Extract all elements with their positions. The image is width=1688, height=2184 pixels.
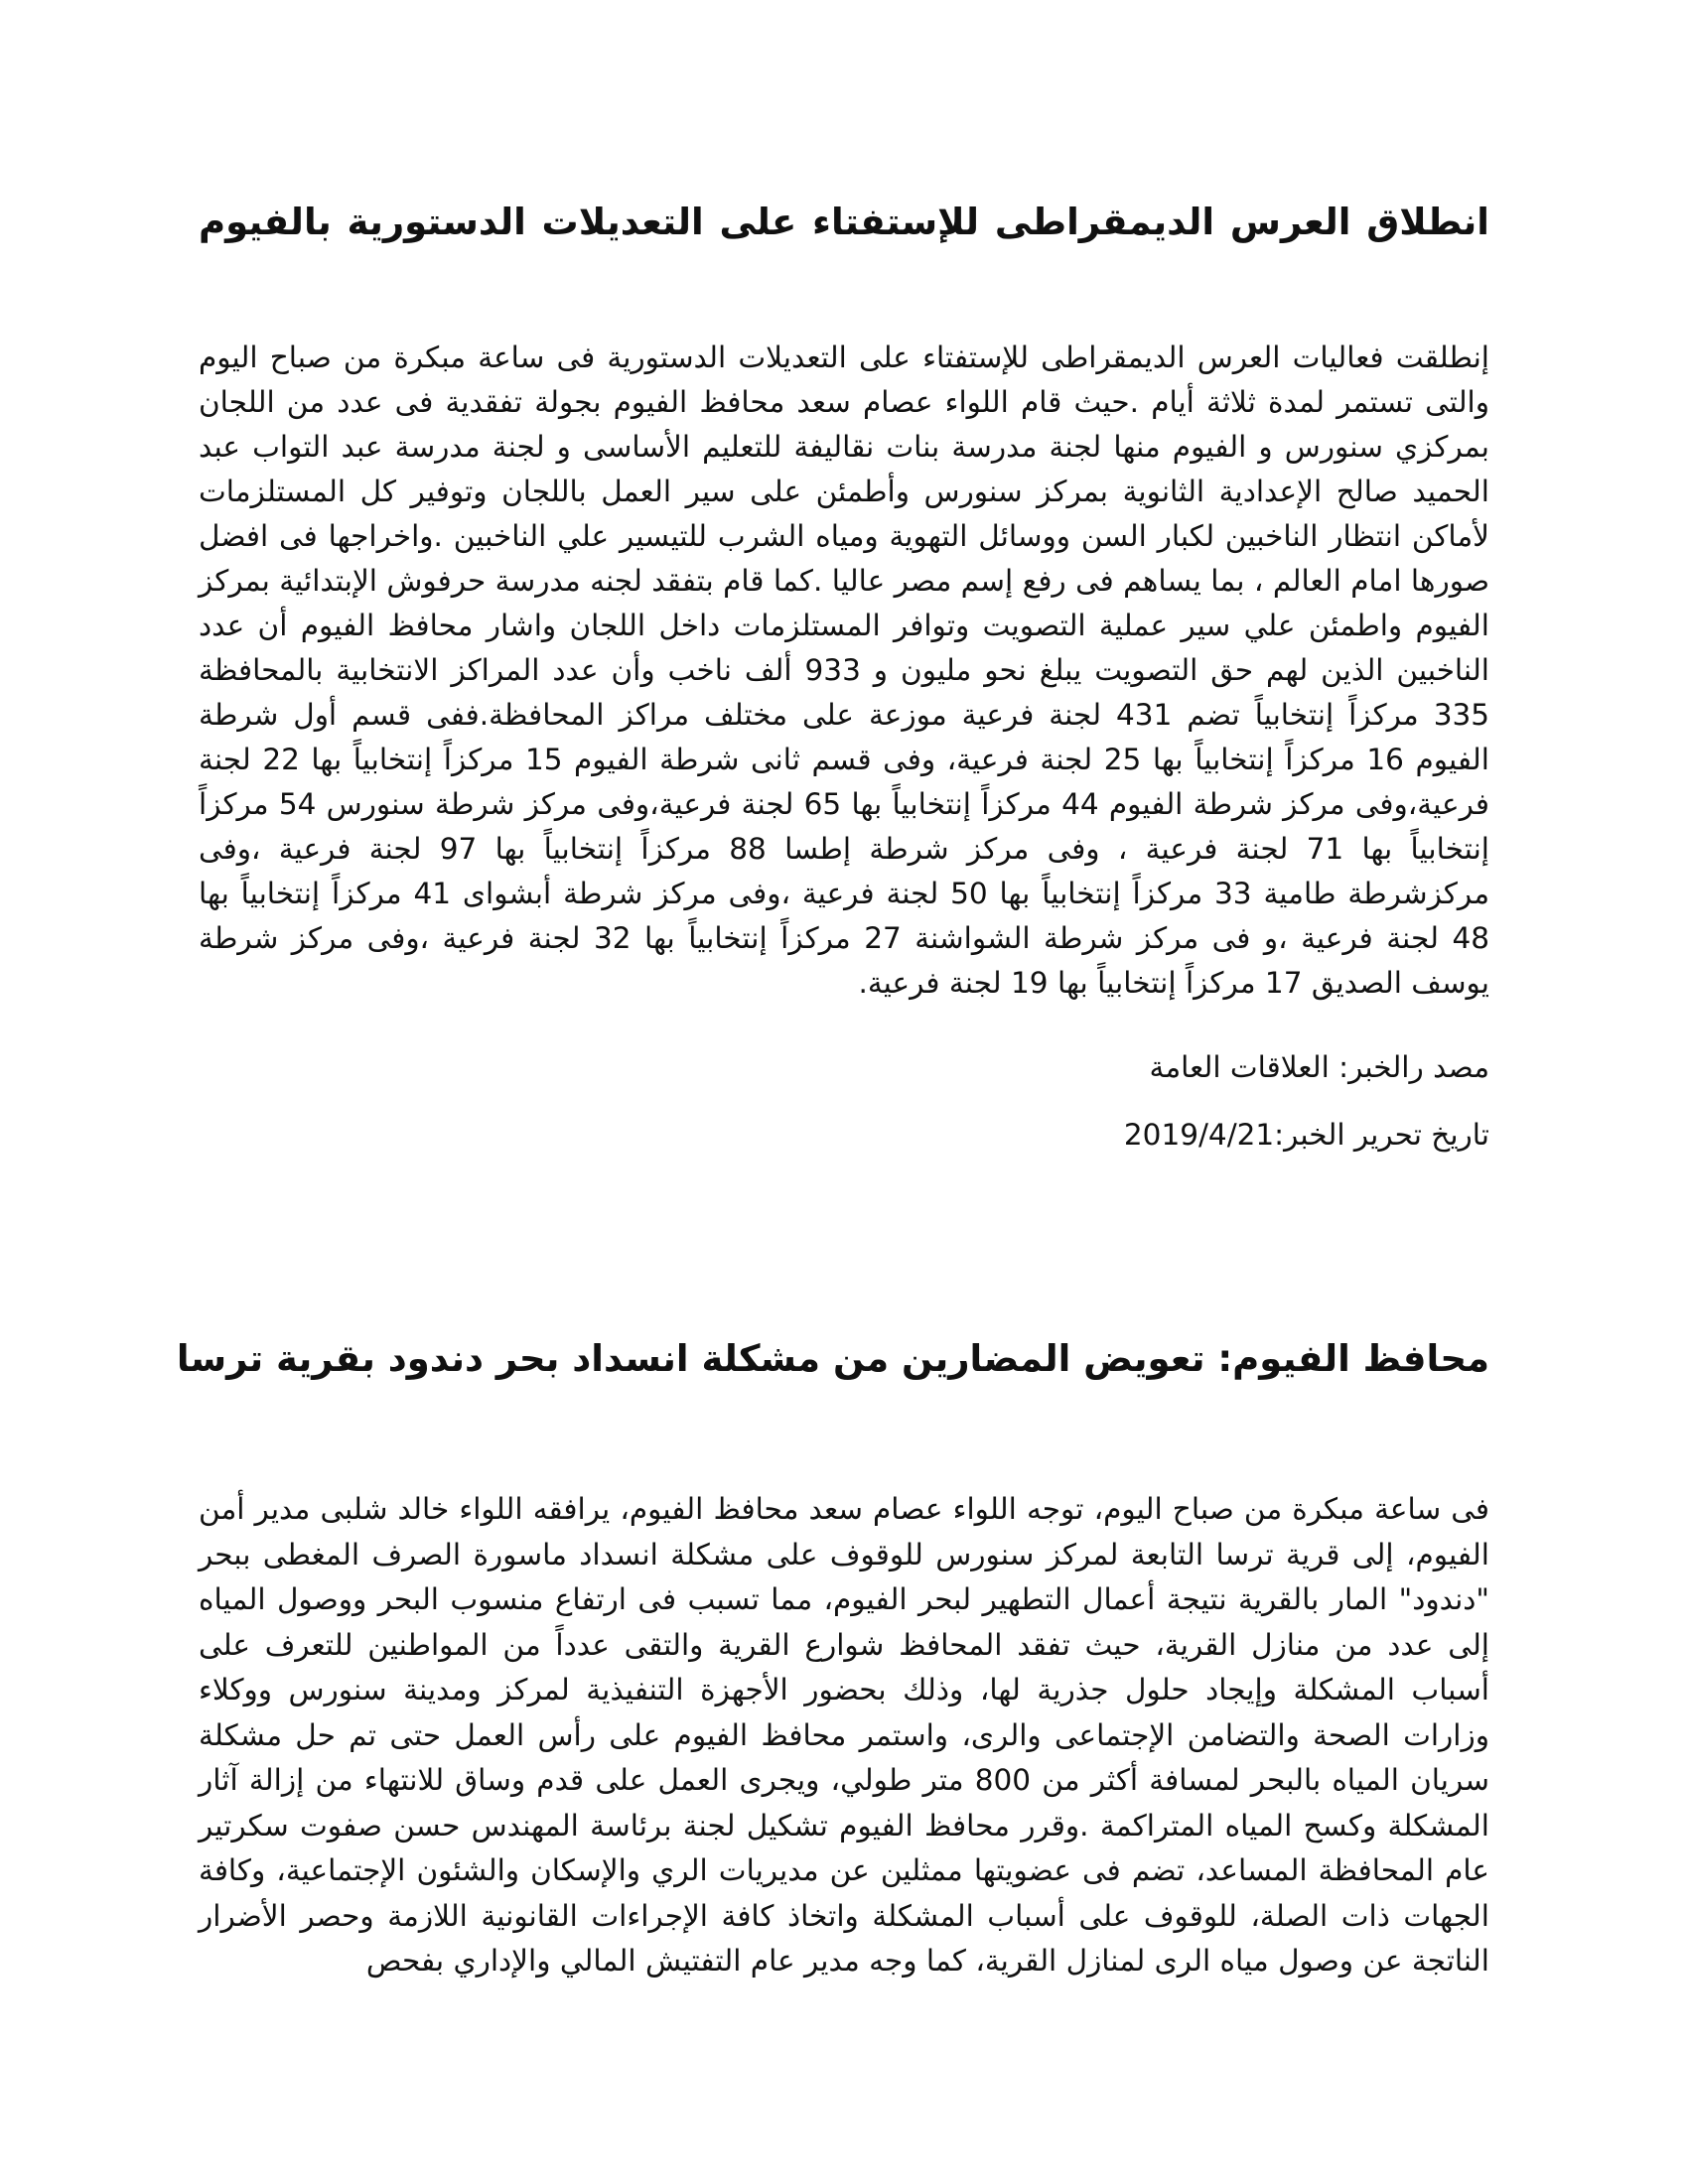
news-article (176, 1330, 1489, 1984)
article-headline: محافظ الفيوم: تعويض المضارين من مشكلة انسداد بحر دندود بقرية ترسا (176, 1337, 1489, 1380)
news-source-line: مصد رالخبر: العلاقات العامة (1149, 1050, 1489, 1084)
news-article (199, 194, 1489, 1158)
article-body: فى ساعة مبكرة من صباح اليوم، توجه اللواء عصام سعد محافظ الفيوم، يرافقه اللواء خالد شلبى مدير أمن الفيوم، إلى قرية ترسا التابعة لمركز سنورس للوقوف على مشكلة انسداد ماسورة الصرف المغطى ببحر "دندود" المار بالقرية نتيجة أعمال التطهير لبحر الفيوم، مما تسبب فى ارتفاع منسوب البحر ووصول المياه إلى عدد من منازل القرية، حيث تفقد المحافظ شوارع القرية والتقى عدداً من المواطنين للتعرف على أسباب المشكلة وإيجاد حلول جذرية لها، وذلك بحضور الأجهزة التنفيذية لمركز ومدينة سنورس ووكلاء وزارات الصحة والتضامن الإجتماعى والرى، واستمر محافظ الفيوم على رأس العمل حتى تم حل مشكلة سريان المياه بالبحر لمسافة أكثر من 800 متر طولي، ويجرى العمل على قدم وساق للانتهاء من إزالة آثار المشكلة وكسح المياه المتراكمة .وقرر محافظ الفيوم تشكيل لجنة برئاسة المهندس حسن صفوت سكرتير عام المحافظة المساعد، تضم فى عضويتها ممثلين عن مديريات الري والإسكان والشئون الإجتماعية، وكافة الجهات ذات الصلة، للوقوف على أسباب المشكلة واتخاذ كافة الإجراءات القانونية اللازمة وحصر الأضرار الناتجة عن وصول مياه الرى لمنازل القرية، كما وجه مدير عام التفتيش المالي والإداري بفحص (199, 1492, 1489, 1978)
article-body: إنطلقت فعاليات العرس الديمقراطى للإستفتاء على التعديلات الدستورية فى ساعة مبكرة من صباح اليوم والتى تستمر لمدة ثلاثة أيام .حيث قام اللواء عصام سعد محافظ الفيوم بجولة تفقدية فى عدد من اللجان بمركزي سنورس و الفيوم منها لجنة مدرسة بنات نقاليفة للتعليم الأساسى و لجنة مدرسة عبد التواب عبد الحميد صالح الإعدادية الثانوية بمركز سنورس وأطمئن على سير العمل باللجان وتوفير كل المستلزمات لأماكن انتظار الناخبين لكبار السن ووسائل التهوية ومياه الشرب للتيسير علي الناخبين .واخراجها فى افضل صورها امام العالم ، بما يساهم فى رفع إسم مصر عاليا .كما قام بتفقد لجنه مدرسة حرفوش الإبتدائية بمركز الفيوم واطمئن علي سير عملية التصويت وتوافر المستلزمات داخل اللجان واشار محافظ الفيوم أن عدد الناخبين الذين لهم حق التصويت يبلغ نحو مليون و 933 ألف ناخب وأن عدد المراكز الانتخابية بالمحافظة 335 مركزاً إنتخابياً تضم 431 لجنة فرعية موزعة على مختلف مراكز المحافظة.ففى قسم أول شرطة الفيوم 16 مركزاً إنتخابياً بها 25 لجنة فرعية، وفى قسم ثانى شرطة الفيوم 15 مركزاً إنتخابياً بها 22 لجنة فرعية،وفى مركز شرطة الفيوم 44 مركزاً إنتخابياً بها 65 لجنة فرعية،وفى مركز شرطة سنورس 54 مركزاً إنتخابياً بها 71 لجنة فرعية ، وفى مركز شرطة إطسا 88 مركزاً إنتخابياً بها 97 لجنة فرعية ،وفى مركزشرطة طامية 33 مركزاً إنتخابياً بها 50 لجنة فرعية ،وفى مركز شرطة أبشواى 41 مركزاً إنتخابياً بها 48 لجنة فرعية ،و فى مركز شرطة الشواشنة 27 مركزاً إنتخابياً بها 32 لجنة فرعية ،وفى مركز شرطة يوسف الصديق 17 مركزاً إنتخابياً بها 19 لجنة فرعية. (199, 341, 1490, 1000)
news-date-line: تاريخ تحرير الخبر:2019/4/21 (1123, 1118, 1489, 1152)
article-headline: انطلاق العرس الديمقراطى للإستفتاء على التعديلات الدستورية بالفيوم (199, 201, 1489, 243)
